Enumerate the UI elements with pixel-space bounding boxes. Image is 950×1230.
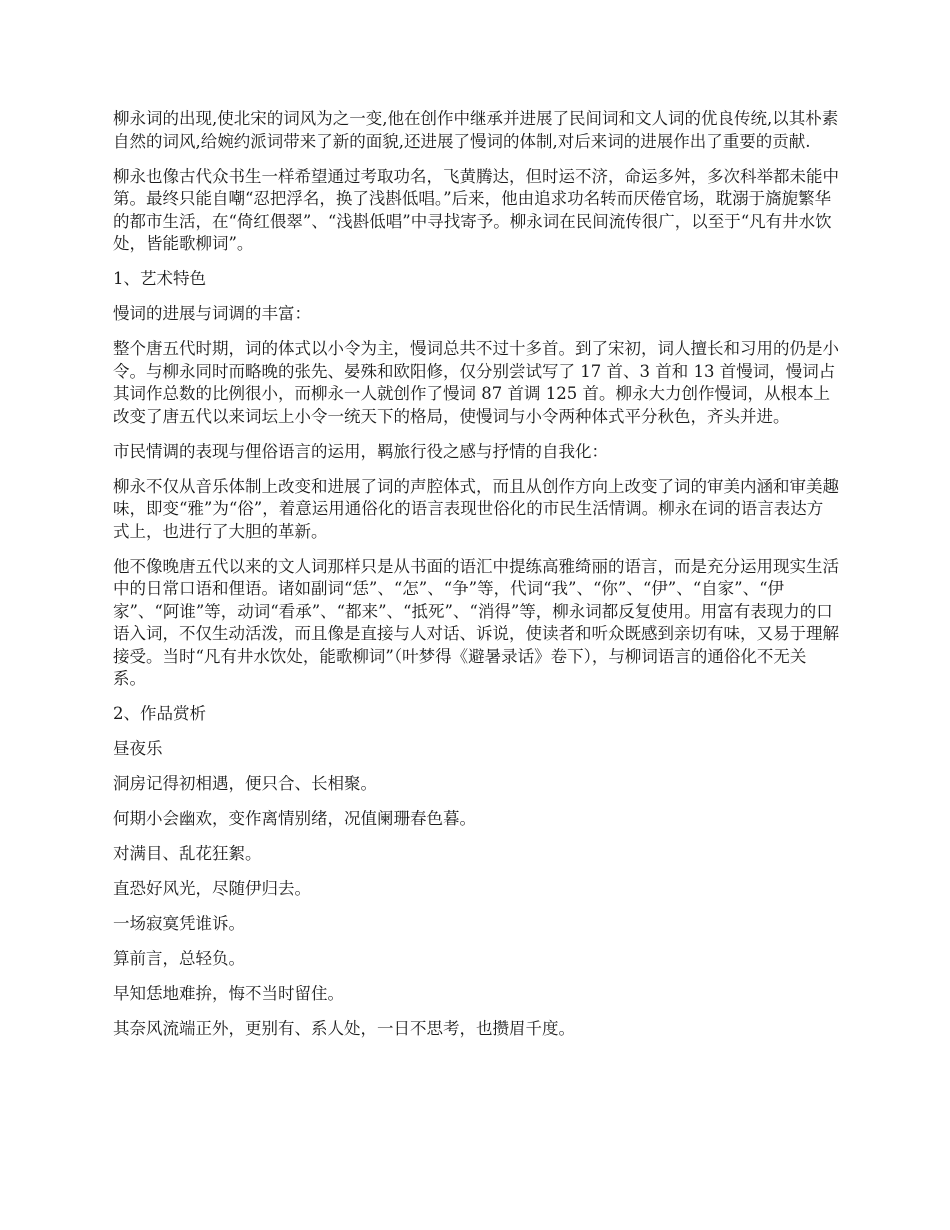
- section-heading-art-features: 1、艺术特色: [113, 269, 206, 288]
- poem-line: 对满目、乱花狂絮。: [113, 844, 262, 863]
- subheading-civic-sentiment: 市民情调的表现与俚俗语言的运用，羁旅行役之感与抒情的自我化：: [113, 441, 608, 461]
- document-body: [113, 108, 839, 1053]
- paragraph-civic-sentiment: 柳永不仅从音乐体制上改变和进展了词的声腔体式，而且从创作方向上改变了词的审美内涵和审美趣味，即变“雅”为“俗”，着意运用通俗化的语言表现世俗化的市民生活情调。柳永在词的语言表达方式上，也进行了大胆的革新。: [113, 476, 839, 541]
- paragraph-intro: 柳永词的出现,使北宋的词风为之一变,他在创作中继承并进展了民间词和文人词的优良传统,以其朴素自然的词风,给婉约派词带来了新的面貌,还进展了慢词的体制,对后来词的进展作出了重要的贡献.: [113, 109, 839, 151]
- poem-title: 昼夜乐: [113, 739, 163, 758]
- poem-line: 何期小会幽欢，变作离情别绪，况值阑珊春色暮。: [113, 809, 476, 828]
- poem-line: 算前言，总轻负。: [113, 949, 245, 968]
- paragraph-colloquial-language: 他不像晚唐五代以来的文人词那样只是从书面的语汇中提练高雅绮丽的语言，而是充分运用现实生活中的日常口语和俚语。诸如副词“恁”、“怎”、“争”等，代词“我”、“你”、“伊”、“自家”、“伊家”、“阿谁”等，动词“看承”、“都来”、“抵死”、“消得”等，柳永词都反复使用。用富有表现力的口语入词，不仅生动活泼，而且像是直接与人对话、诉说，使读者和听众既感到亲切有味，又易于理解接受。当时“凡有井水饮处，能歌柳词”（叶梦得《避暑录话》卷下），与柳词语言的通俗化不无关系。: [113, 556, 839, 688]
- paragraph-biography: 柳永也像古代众书生一样希望通过考取功名，飞黄腾达，但时运不济，命运多舛，多次科举都未能中第。最终只能自嘲“忍把浮名，换了浅斟低唱。”后来，他由追求功名转而厌倦官场，耽溺于旖旎繁华的都市生活，在“倚红偎翠”、“浅斟低唱”中寻找寄予。柳永词在民间流传很广，以至于“凡有井水饮处，皆能歌柳词”。: [113, 166, 839, 253]
- paragraph-slow-lyrics: 整个唐五代时期，词的体式以小令为主，慢词总共不过十多首。到了宋初，词人擅长和习用的仍是小令。与柳永同时而略晚的张先、晏殊和欧阳修，仅分别尝试写了 17 首、3 首和 13 首慢词，慢词占其词作总数的比例很小，而柳永一人就创作了慢词 87 首调 125 首。柳永大力创作慢词，从根本上改变了唐五代以来词坛上小令一统天下的格局，使慢词与小令两种体式平分秋色，齐头并进。: [113, 339, 839, 426]
- section-heading-appreciation: 2、作品赏析: [113, 704, 206, 723]
- poem-line: 洞房记得初相遇，便只合、长相聚。: [113, 774, 377, 793]
- poem-line: 直恐好风光，尽随伊归去。: [113, 879, 311, 898]
- poem-line: 早知恁地难拚，悔不当时留住。: [113, 984, 344, 1003]
- poem-line: 一场寂寞凭谁诉。: [113, 914, 245, 933]
- poem-line: 其奈风流端正外，更别有、系人处，一日不思考，也攒眉千度。: [113, 1019, 575, 1038]
- subheading-slow-lyrics: 慢词的进展与词调的丰富：: [113, 304, 311, 323]
